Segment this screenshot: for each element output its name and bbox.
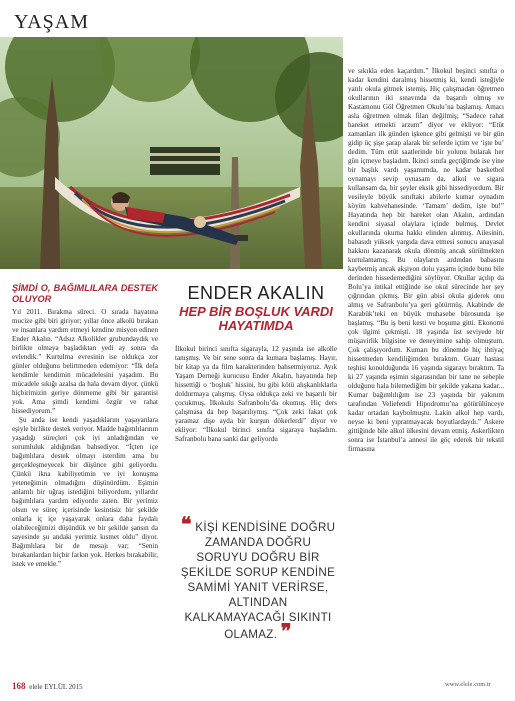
article-headline — [175, 283, 337, 333]
pull-quote — [178, 514, 338, 643]
col3-paragraph: ve sıkıkla eden kaçardım.” İlkokul beşinci sınıfta o kadar kendini daralmış hissetmiş ki, kendi isteğiyle yatılı okula gitmek istemiş. Hiç çalışmadan öğretmen okullarının iki sınavında da başarılı olmuş ve Kastamonu Göl Öğretmen Okulu’na başlamış. Amacı asla öğretmen olmak filan değilmiş; “Sadece rahat hareket etmekti arzum” diyor ve ekliyor: “Etüt zamanları ilk günden işkence gibi gelmişti ve bir gün gidip üç şişe şarap alarak bir seferde içtim ve ‘işte bu’ dedim. Tüm etüt saatlerinde bir yolunu bularak her gün içmeye başladım. İkinci sınıfa geçtiğimde ise yine bir başlık vardı yaşamımda, ne kadar basketbol oynamayı sevip oynasam da, alkol ve sigara kullansam da, bir şeyler eksik gibi hissediyordum. Bir vesileyle büyük sınıftaki abilerle kumar oynadım köyün kahvehanesinde. ‘Tamam’ dedim, işte bu!” Hayatında hep bir hareket olan Akalın, ardından kendini siyasal olaylara içinde bulmuş. Devlet okullarında okuma hakkı elinden alınmış. Ailesinin, babasıdı yüksek yargıda dava etmesi sonucu anayasal hakkını kazanarak okula dönmüş ancak sürülmekten kurtulamamış. Bu olayların ardından babasını kaybetmiş ancak akşiyon dolu yaşamı içinde bunu bile derinden hissedemediğini söylüyor. Okullar açılıp da Bolu’ya intikal ettiğinde ise okul sürecinde her şey çığrından çıkmış. Bir gün abisi okula giderek onu almış ve Safranbolu’ya geri götürmüş. Akabinde de Karabük’teki en büyük muhasebe bürosunda işe başlamış. “Bu iş beni kesti ve boşuma gitti. Ekonomi çok ilgimi çekmişti. 18 yaşında üst seviyede bir müşavirlik bilgisine ve deneyimine sahip olmuştum. Çok çalışıyordum. Kumarı bu dönemde hiç ihtiyaç hissetmeden kendiliğimden bıraktım. Guatr hastası teşhisi konulduğunda 16 yaşında sigarayı bıraktım. Ta ki 27 yaşında eşimin sigarasından bir tane ne sebeple olduğunu hala bilemediğim bir şekilde yakana kadar... Kumar bağımlılığım ise 23 yaşında bir yakınım tarafından Veliefendi Hipodromu’na götürülünceye kadar ortadan kaybolmuştu. Lakin alkol hep vardı, neyse ki beni yıpratmayacak boyutlardaydı.” Askere gittiğinde bile alkol ülkesini devam etmiş. Askerlikten sonra ise İstanbul’a annesi ile göç ederek bir tekstil firmasına — [348, 67, 504, 453]
column-1 — [12, 283, 158, 569]
col1-subheading: ŞİMDİ O, BAĞIMLILARA DESTEK OLUYOR — [12, 283, 158, 304]
hero-photo — [0, 37, 343, 269]
garden-hammock-illustration — [0, 37, 343, 269]
col2-paragraph: İlkokul birinci sınıfta sigarayla, 12 yaşında ise alkolle tanışmış. Ve bir sene sonra da kumara başlamış. Hayır, bir kitap ya da film karakterinden bahsetmiyoruz. Ayık Yaşam Derneği kurucusu Ender Akalın, hayatında hep hissettiği o ‘boşluk’ hissini, bu gibi kötü alışkanlıklarla doldurmaya çalışmış. Oysa oldukça zeki ve başarılı bir çocukmuş. İlkokulu Safranbolu’da okumuş. Hiç ders çalışmasa da hep başarılıymış. “Çok zeki fakat çok yaramaz dişe ayda bir kurşun dökerlerdi” diyor ve ekliyor: “İlkokul birinci sınıfta sigaraya başladım. Safranbolu bana sanki dar geliyordu — [175, 345, 337, 443]
headline-subtitle: HEP BİR BOŞLUK VARDI HAYATIMDA — [179, 304, 333, 333]
column-2 — [175, 345, 337, 444]
close-quote-icon: ❞ — [280, 621, 292, 643]
section-title: YAŞAM — [14, 11, 90, 33]
pull-quote-text: KİŞİ KENDİSİNE DOĞRU ZAMANDA DOĞRU SORUYU DOĞRU BİR ŞEKİLDE SORUP KENDİNE SAMİMİ YANIT VERİRSE, ALTINDAN KALKAMAYACAĞI SIKINTI OLAMAZ. — [180, 521, 336, 641]
magazine-url: www.elele.com.tr — [445, 681, 491, 688]
page-folio — [12, 681, 83, 691]
magazine-name: elele — [29, 683, 43, 691]
page-number: 168 — [12, 681, 26, 691]
col1-paragraph: Şu anda ise kendi yaşadıklarını yaşayanlara eşiyle birlikte destek veriyor. Madde bağımlılarının yaşadığı süreçleri çok iyi anladığından ve sorumluluk aldığından bahsediyor. “İçten içe bağımlılara destek olmayı isterdim ama bu gerçekleşmeyecek bir düşünce gibi geliyordu. Çünkü ikna kabiliyetimin ve iyi konuşma yeteneğimin olmadığını düşünürdüm. Eşimin anlamlı bir uğraş istediğini biliyordum, yıllardır bağımlılara yardım ediyordu zaten. Bir yerimiz olsun ve süreç içerisinde kesintisiz bir şekilde onlarla iç içe yaşayarak onlara daha faydalı olabileceğimizi düşündük ve bir şekilde şansın da sayesinde şu andaki yerimiz kısmet oldu” diyor. Bağımlılara bir de mesajı var; “Senin bırakanlardan hiçbir farkın yok. Herkes bırakabilir, istek ve emekle.” — [12, 416, 158, 568]
column-3 — [348, 67, 504, 454]
col1-paragraph: Yıl 2011. Bırakma süreci. O sırada hayatına mucize gibi biri giriyor; yıllar önce alkolü bırakan ve insanlara yardım etmeyi kendine misyon edinen Ender Akalın. “Adsız Alkolikler grubundaydık ve birlikte olmaya başladıktan yedi ay sonra da evlendik.” Kurtulma evresinin ise oldukça zor günler olduğunu belirtmeden edemiyor: “İlk defa kendimle kendimin mücadelesini yaşadım. Bu mücadele sıkığı azalsa da hala devam diyor, çünkü hiçbirimizin geriye dönmeme gibi bir garantisi yok. Ama şimdi kendimi özgür ve rahat hissediyorum.” — [12, 308, 158, 415]
open-quote-icon: ❝ — [180, 514, 192, 536]
issue-date: EYLÜL 2015 — [44, 683, 83, 691]
headline-name: ENDER AKALIN — [187, 283, 325, 303]
